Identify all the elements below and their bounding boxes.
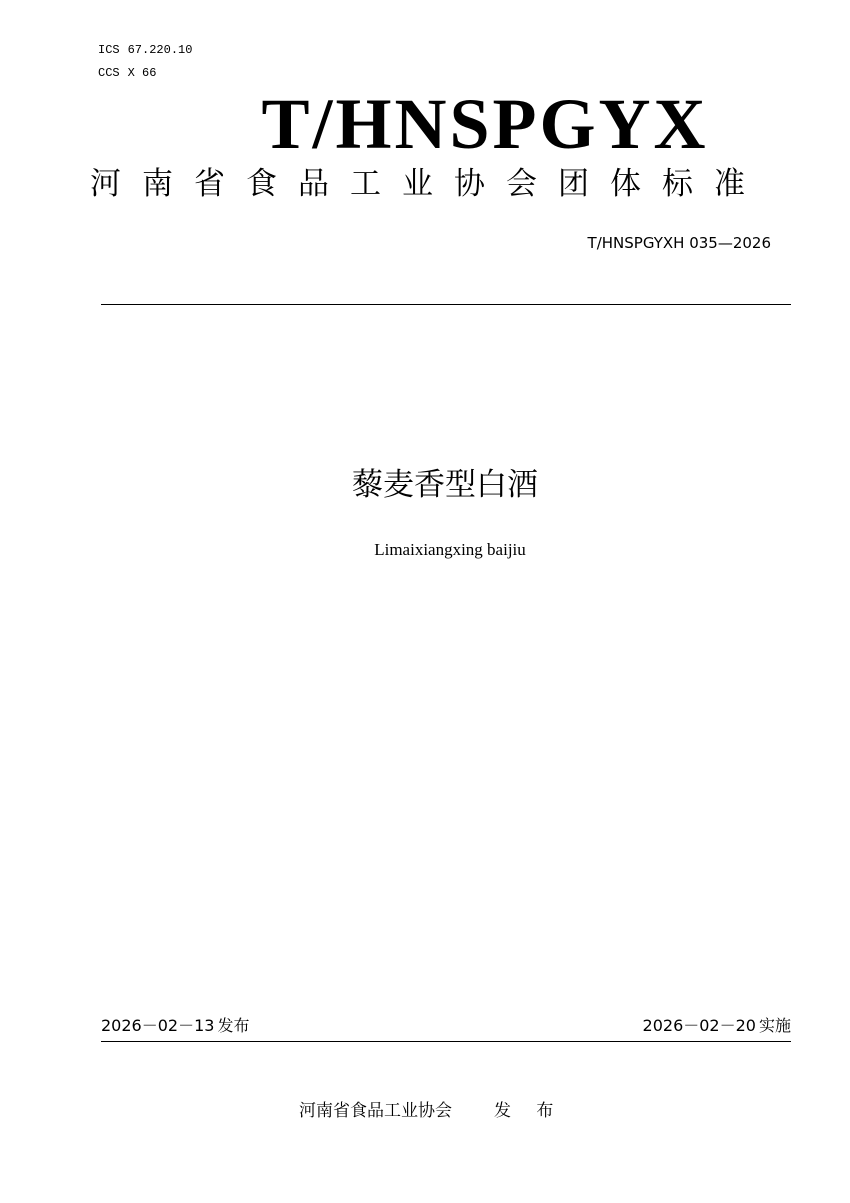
issue-date-line [101,1014,249,1038]
document-title-english: Limaixiangxing baijiu [374,540,526,559]
issue-label: 发布 [217,1016,250,1035]
implementation-date-line [643,1014,791,1038]
standard-logo: T/HNSPGYX [261,84,709,164]
ics-value: 67.220.10 [127,43,193,57]
ccs-value: X 66 [127,66,157,80]
issuer-line [299,1098,563,1124]
ics-label: ICS [98,43,120,57]
ics-code [98,43,192,57]
implementation-label: 实施 [758,1016,791,1035]
ccs-label: CCS [98,66,120,80]
organization-title: 河南省食品工业协会团体标准 [90,166,766,202]
issuer-name: 河南省食品工业协会 [299,1101,452,1121]
top-divider [101,304,791,305]
issue-date: 2026－02－13 [101,1016,215,1035]
issuer-label: 发 布 [494,1101,564,1121]
document-title-chinese: 藜麦香型白酒 [352,467,538,503]
implementation-date: 2026－02－20 [642,1016,756,1035]
bottom-divider [101,1041,791,1042]
standard-number: T/HNSPGYXH 035—2026 [587,234,771,252]
